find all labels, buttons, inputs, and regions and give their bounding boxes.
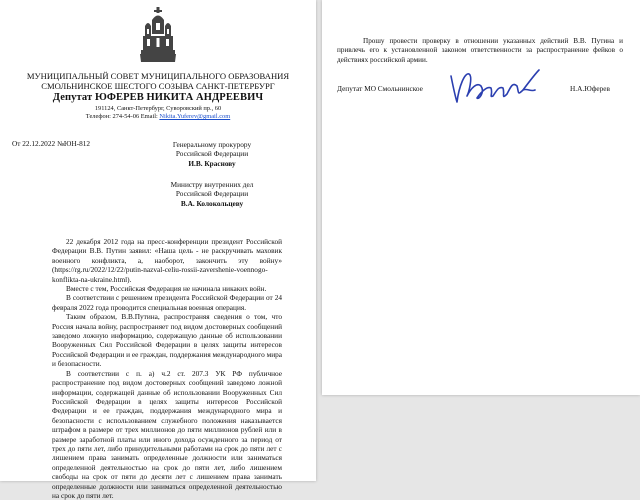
contact-line [0,113,316,121]
signer-title: Депутат МО Смольнинское [337,84,423,93]
recipient-title: Российской Федерации [175,149,249,159]
handwritten-signature [447,66,557,110]
signer-name: Н.А.Юферев [570,84,610,93]
document-reference: От 22.12.2022 №ЮН-812 [12,139,91,148]
recipient-title: Российской Федерации [175,189,249,199]
paragraph: В соответствии с п. а) ч.2 ст. 207.3 УК РФ публичное распространение под видом достоверных сообщений заведомо ложной информации, содержащей данные об использовании Вооруженных Сил Российской Федерации в целях защиты интересов Российской Федерации и ее граждан, поддержания международного мира и безопасности с использованием служебного положения наказывается штрафом в размере от трех миллионов до пяти миллионов рублей или в размере заработной платы или иного дохода осужденного за период от трех до пяти лет, либо принудительными работами на срок до пяти лет с лишением права занимать определенные должности или заниматься определенной деятельностью на срок до пяти лет, либо лишением свободы на срок от пяти до десяти лет с лишением права занимать определенные должности или заниматься определенной деятельностью на срок до пяти лет. [52,368,282,500]
recipient-title: Министру внутренних дел [170,180,254,189]
recipient-name: И.В. Краснову [188,158,236,168]
recipient-name: В.А. Колокольцеву [180,198,244,208]
paragraph: Таким образом, В.В.Путина, распространяя сведения о том, что Россия начала войну, распространяет под видом достоверных сообщений заведомо ложную информацию, содержащую данные об использовании Вооруженных Сил Российской Федерации в целях защиты интересов Российской Федерации и ее граждан, поддержания международного мира и безопасности. [52,312,282,369]
council-name-line2: СМОЛЬНИНСКОЕ ШЕСТОГО СОЗЫВА САНКТ-ПЕТЕРБУРГ [41,81,275,91]
letter-body [52,237,282,500]
phone-label: Телефон: 274-54-06 Email: [85,113,160,120]
recipient-block-prosecutor [122,140,302,168]
paragraph: 22 декабря 2012 года на пресс-конференции президент Российской Федерации В.В. Путин заявил: «Наша цель - не раскручивать маховик военного конфликта, а, наоборот, закончить эту войну» (https://rg.ru/2022/12/22/putin-nazval-celiu-rossii-zavershenie-voennogo-konflikta-na-ukraine.html). [52,237,282,284]
address-line: 191124, Санкт-Петербург, Суворовский пр., 60 [94,105,222,112]
coat-of-arms-icon [139,6,177,64]
paragraph: В соответствии с решением президента Российской Федерации от 24 февраля 2022 года проводится специальная военная операция. [52,293,282,312]
request-paragraph: Прошу провести проверку в отношении указанных действий В.В. Путина и привлечь его к установленной законом ответственности за распространение фейков о действиях российской армии. [337,37,623,64]
recipient-block-minister [122,180,302,208]
recipient-title: Генеральному прокурору [172,140,252,149]
letter-page-1 [0,0,316,500]
council-name-line1: МУНИЦИПАЛЬНЫЙ СОВЕТ МУНИЦИПАЛЬНОГО ОБРАЗОВАНИЯ [26,71,290,81]
deputy-name-heading: Депутат ЮФЕРЕВ НИКИТА АНДРЕЕВИЧ [52,92,264,103]
paragraph: Вместе с тем, Российская Федерация не начинала никаких войн. [66,284,267,294]
email-link[interactable]: Nikita.Yuferev@gmail.com [159,113,231,120]
